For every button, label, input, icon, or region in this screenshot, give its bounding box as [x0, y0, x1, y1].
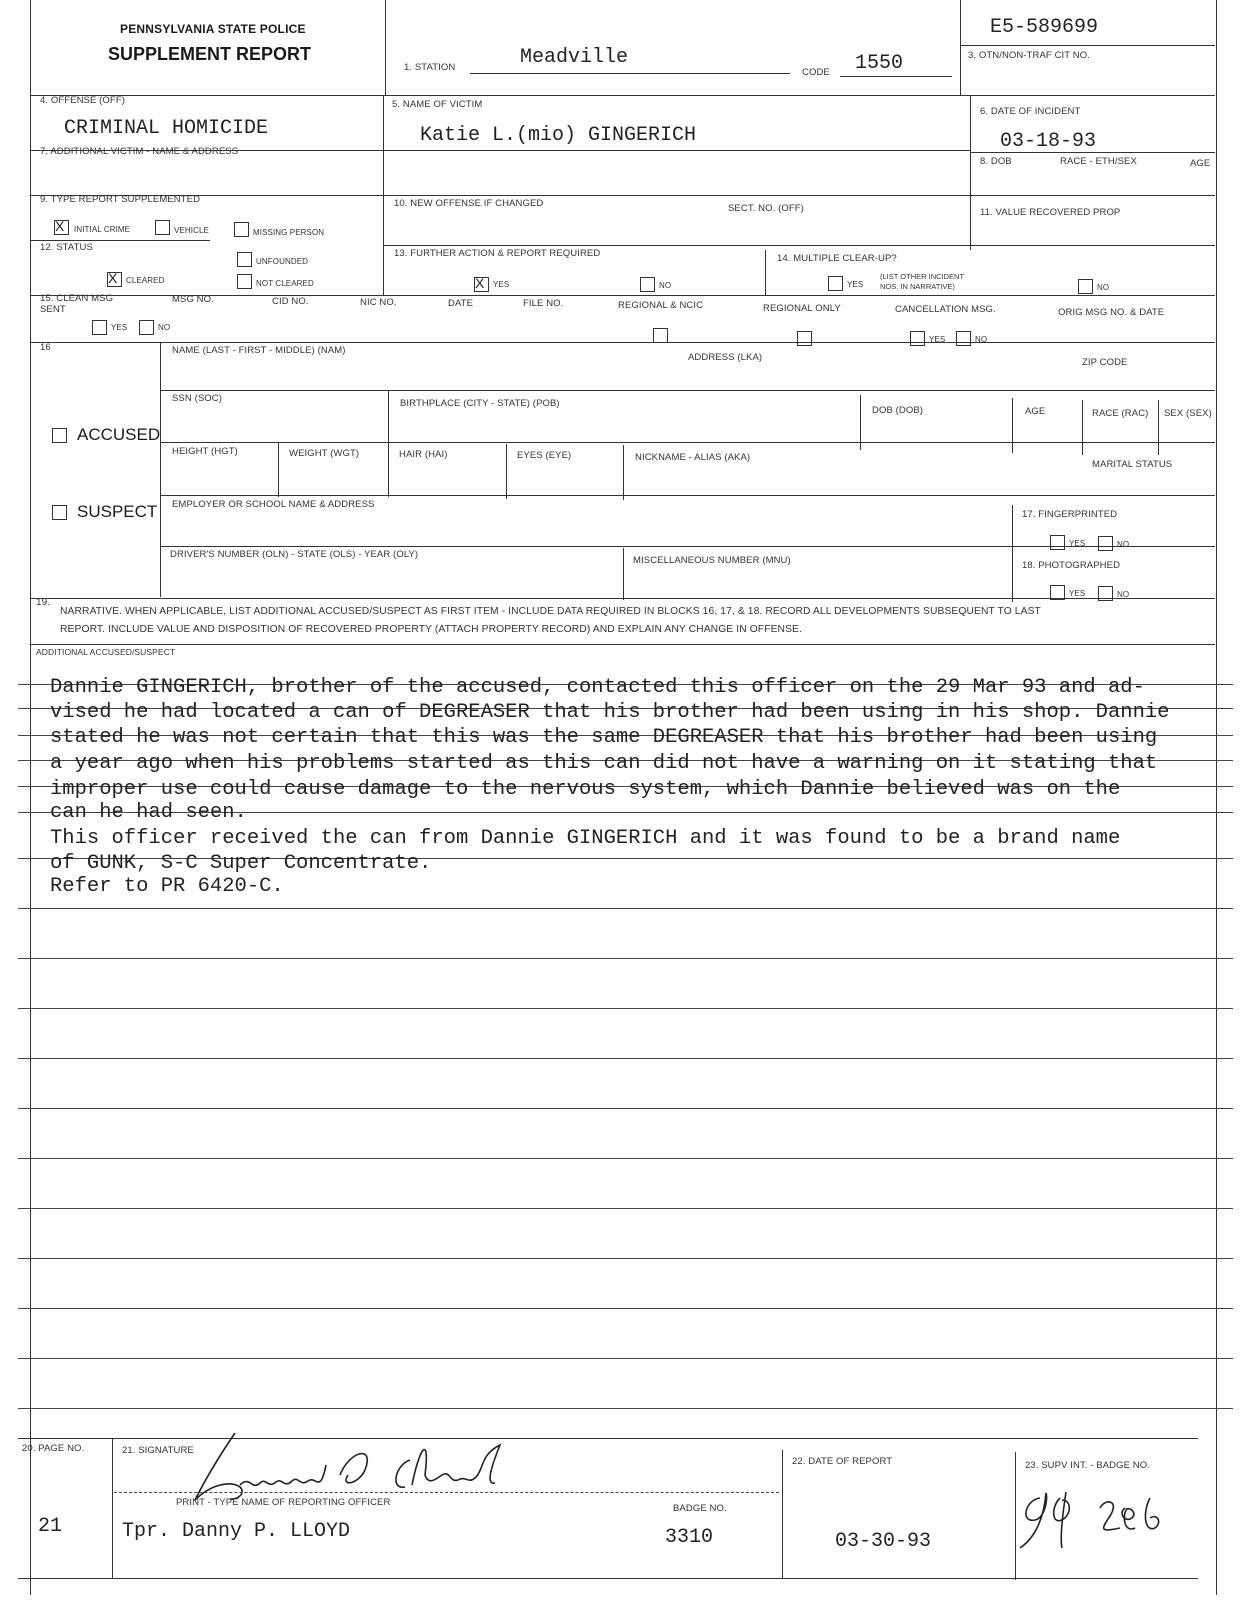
suspect-label: SUSPECT [77, 502, 158, 521]
regional-ncic-checkbox[interactable] [653, 328, 668, 343]
suspect-checkbox[interactable] [52, 505, 67, 520]
narrative-instructions-2: REPORT. INCLUDE VALUE AND DISPOSITION OF RECOVERED PROPERTY (ATTACH PROPERTY RECORD) AND EXPLAIN ANY CHANGE IN OFFENSE. [60, 624, 802, 635]
photographed-label: 18. PHOTOGRAPHED [1022, 560, 1121, 571]
msg-no-label: MSG NO. [172, 294, 214, 305]
status-label: 12. STATUS [40, 242, 93, 253]
accused-label: ACCUSED [77, 425, 161, 444]
dob-field-label: DOB (DOB) [872, 405, 924, 416]
station-value: Meadville [520, 46, 629, 69]
fingerprinted-no-checkbox[interactable] [1098, 536, 1113, 551]
further-yes-checkbox[interactable] [474, 277, 489, 292]
misc-number-label: MISCELLANEOUS NUMBER (MNU) [633, 555, 791, 566]
code-value: 1550 [855, 52, 904, 75]
further-yes-label: YES [493, 280, 510, 289]
photographed-no-label: NO [1117, 590, 1130, 599]
offense-label: 4. OFFENSE (OFF) [40, 95, 125, 106]
height-field-label: HEIGHT (HGT) [172, 446, 238, 457]
narrative-number: 19. [36, 597, 51, 608]
narrative-instructions-1: NARRATIVE. WHEN APPLICABLE, LIST ADDITIONAL ACCUSED/SUSPECT AS FIRST ITEM - INCLUDE DATA REQUIRED IN BLOCKS 16, 17, & 18. RECORD ALL DEVELOPMENTS SUBSEQUENT TO LAST [60, 606, 1041, 617]
badge-no-value: 3310 [665, 1526, 714, 1549]
incident-number: E5-589699 [990, 16, 1099, 39]
further-no-checkbox[interactable] [640, 277, 655, 292]
page-no-value: 21 [38, 1515, 63, 1538]
cleared-checkbox[interactable] [107, 272, 122, 287]
signature-dotted-line [114, 1492, 779, 1493]
officer-name: Tpr. Danny P. LLOYD [122, 1520, 351, 1543]
race-field-label: RACE (RAC) [1092, 408, 1149, 419]
unfounded-label: UNFOUNDED [256, 257, 309, 266]
cancellation-yes-label: YES [929, 335, 946, 344]
dob-label: 8. DOB [980, 156, 1012, 167]
initial-crime-label: INITIAL CRIME [74, 225, 131, 234]
fingerprinted-yes-checkbox[interactable] [1050, 535, 1065, 550]
fingerprinted-no-label: NO [1117, 540, 1130, 549]
ssn-field-label: SSN (SOC) [172, 393, 222, 404]
age-field-label: AGE [1025, 406, 1046, 417]
block16-number: 16 [40, 342, 51, 353]
supv-int-label: 23. SUPV INT. - BADGE NO. [1025, 1460, 1150, 1471]
page-no-label: 20. PAGE NO. [22, 1443, 85, 1454]
regional-ncic-label: REGIONAL & NCIC [618, 300, 704, 311]
fingerprinted-label: 17. FINGERPRINTED [1022, 509, 1118, 520]
missing-person-checkbox[interactable] [234, 222, 249, 237]
regional-only-label: REGIONAL ONLY [763, 303, 841, 314]
clean-no-checkbox[interactable] [139, 320, 154, 335]
officer-signature [180, 1425, 520, 1505]
sex-field-label: SEX (SEX) [1164, 408, 1212, 419]
sect-label: SECT. NO. (OFF) [728, 203, 804, 214]
additional-accused-label: ADDITIONAL ACCUSED/SUSPECT [36, 647, 176, 657]
new-offense-label: 10. NEW OFFENSE IF CHANGED [394, 198, 544, 209]
file-no-label: FILE NO. [523, 298, 564, 309]
address-field-label: ADDRESS (LKA) [688, 352, 763, 363]
hair-field-label: HAIR (HAI) [399, 449, 448, 460]
clean-yes-checkbox[interactable] [92, 320, 107, 335]
unfounded-checkbox[interactable] [237, 252, 252, 267]
orig-msg-label: ORIG MSG NO. & DATE [1058, 307, 1165, 318]
nic-no-label: NIC NO. [360, 297, 397, 308]
missing-person-label: MISSING PERSON [253, 228, 325, 237]
accused-checkbox[interactable] [52, 428, 67, 443]
narrative-line: improper use could cause damage to the nervous system, which Dannie believed was on the [50, 778, 1121, 801]
zip-field-label: ZIP CODE [1082, 357, 1128, 368]
multiple-yes-label: YES [847, 280, 864, 289]
station-label: 1. STATION [404, 62, 456, 73]
offense-value: CRIMINAL HOMICIDE [64, 117, 269, 140]
victim-label: 5. NAME OF VICTIM [392, 99, 483, 110]
narrative-line: stated he was not certain that this was the same DEGREASER that his brother had been using [50, 726, 1158, 749]
cid-no-label: CID NO. [272, 296, 309, 307]
code-label: CODE [802, 67, 830, 78]
cancellation-no-checkbox[interactable] [956, 331, 971, 346]
not-cleared-checkbox[interactable] [237, 274, 252, 289]
regional-only-checkbox[interactable] [797, 331, 812, 346]
narrative-line: can he had seen. [50, 801, 247, 824]
cancellation-label: CANCELLATION MSG. [895, 304, 996, 315]
narrative-line: vised he had located a can of DEGREASER that his brother had been using in his shop. Dannie [50, 701, 1170, 724]
list-other-note: (LIST OTHER INCIDENT NOS. IN NARRATIVE) [880, 272, 964, 291]
further-action-label: 13. FURTHER ACTION & REPORT REQUIRED [394, 248, 601, 259]
name-field-label: NAME (LAST - FIRST - MIDDLE) (NAM) [172, 345, 346, 356]
additional-victim-label: 7. ADDITIONAL VICTIM - NAME & ADDRESS [40, 146, 239, 157]
narrative-line: Dannie GINGERICH, brother of the accused, contacted this officer on the 29 Mar 93 and ad- [50, 676, 1145, 699]
cancellation-yes-checkbox[interactable] [910, 331, 925, 346]
report-date-value: 03-30-93 [835, 1530, 932, 1553]
further-no-label: NO [659, 281, 672, 290]
nickname-field-label: NICKNAME - ALIAS (AKA) [635, 452, 751, 463]
report-title: SUPPLEMENT REPORT [108, 44, 312, 64]
not-cleared-label: NOT CLEARED [256, 279, 314, 288]
agency-name: PENNSYLVANIA STATE POLICE [120, 22, 306, 36]
initial-crime-checkbox[interactable] [54, 220, 69, 235]
print-name-label: PRINT - TYPE NAME OF REPORTING OFFICER [176, 1497, 391, 1508]
clean-no-label: NO [158, 323, 171, 332]
clean-yes-label: YES [111, 323, 128, 332]
signature-label: 21. SIGNATURE [122, 1445, 194, 1456]
weight-field-label: WEIGHT (WGT) [289, 448, 360, 459]
narrative-line: a year ago when his problems started as this can did not have a warning on it stating that [50, 752, 1158, 775]
cleared-label: CLEARED [126, 276, 165, 285]
clean-msg-label: 15. CLEAN MSG SENT [40, 293, 114, 315]
value-recovered-label: 11. VALUE RECOVERED PROP [980, 207, 1121, 218]
narrative-line: of GUNK, S-C Super Concentrate. [50, 852, 432, 875]
vehicle-checkbox[interactable] [155, 220, 170, 235]
narrative-line: This officer received the can from Dannie GINGERICH and it was found to be a brand name [50, 827, 1121, 850]
employer-field-label: EMPLOYER OR SCHOOL NAME & ADDRESS [172, 499, 375, 510]
otn-label: 3. OTN/NON-TRAF CIT NO. [968, 50, 1090, 61]
badge-no-label: BADGE NO. [673, 1503, 727, 1514]
incident-date-label: 6. DATE OF INCIDENT [980, 106, 1081, 117]
multiple-no-checkbox[interactable] [1078, 279, 1093, 294]
report-date-label: 22. DATE OF REPORT [792, 1456, 893, 1467]
cancellation-no-label: NO [975, 335, 988, 344]
drivers-number-label: DRIVER'S NUMBER (OLN) - STATE (OLS) - YEAR (OLY) [170, 549, 419, 560]
fingerprinted-yes-label: YES [1069, 539, 1086, 548]
supervisor-initials [1010, 1478, 1180, 1553]
type-supplemented-label: 9. TYPE REPORT SUPPLEMENTED [40, 194, 201, 205]
vehicle-label: VEHICLE [174, 226, 209, 235]
birthplace-field-label: BIRTHPLACE (CITY - STATE) (POB) [400, 398, 560, 409]
photographed-yes-label: YES [1069, 589, 1086, 598]
eyes-field-label: EYES (EYE) [517, 450, 572, 461]
marital-field-label: MARITAL STATUS [1092, 459, 1173, 470]
multiple-clearup-label: 14. MULTIPLE CLEAR-UP? [777, 253, 897, 264]
victim-value: Katie L.(mio) GINGERICH [420, 124, 697, 147]
race-label: RACE - ETH/SEX [1060, 156, 1137, 167]
narrative-line: Refer to PR 6420-C. [50, 875, 284, 898]
multiple-yes-checkbox[interactable] [828, 276, 843, 291]
incident-date-value: 03-18-93 [1000, 130, 1097, 153]
date-col-label: DATE [448, 298, 474, 309]
multiple-no-label: NO [1097, 283, 1110, 292]
age-label: AGE [1190, 158, 1211, 169]
